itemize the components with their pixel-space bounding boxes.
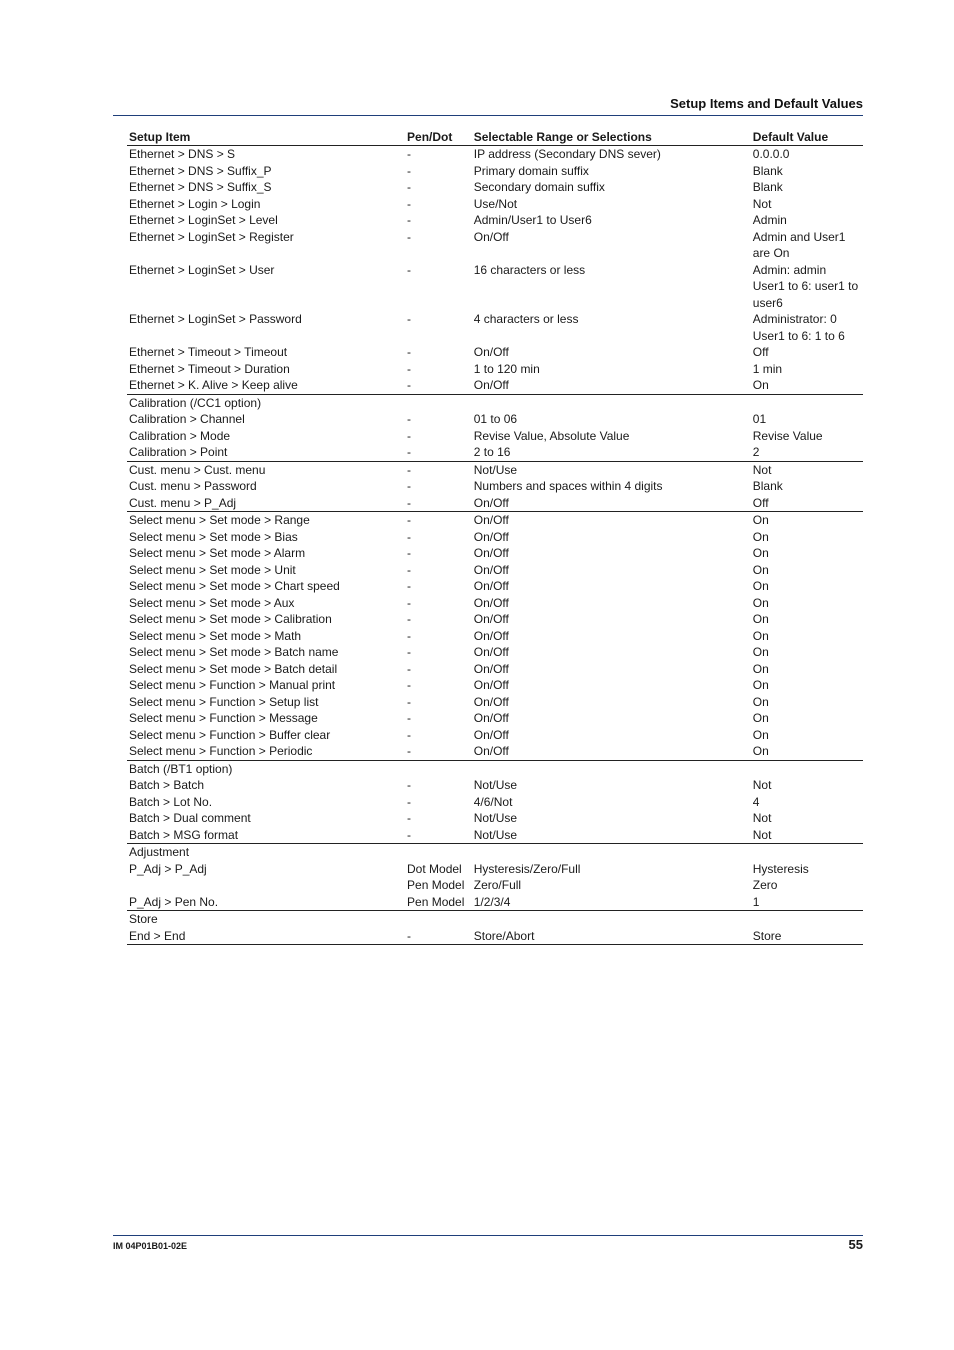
cell-default-value: On xyxy=(752,579,769,593)
cell-pen-dot: - xyxy=(407,811,412,825)
cell-pen-dot: - xyxy=(407,711,412,725)
cell-pen-dot: - xyxy=(407,479,412,493)
cell-setup-item: Cust. menu > Password xyxy=(129,479,257,493)
cell-setup-item: Ethernet > LoginSet > User xyxy=(129,262,275,277)
cell-setup-item: Batch > Dual comment xyxy=(129,811,251,825)
cell-range: On/Off xyxy=(473,595,509,610)
table-row xyxy=(127,229,863,262)
cell-setup-item: Batch > MSG format xyxy=(127,827,405,844)
cell-setup-item: Select menu > Set mode > Chart speed xyxy=(129,579,340,593)
cell-setup-item: Calibration (/CC1 option) xyxy=(129,395,262,410)
cell-range: 16 characters or less xyxy=(473,262,586,277)
cell-setup-item: Batch > Lot No. xyxy=(129,794,213,809)
table-row xyxy=(127,529,863,546)
table-row xyxy=(127,628,863,645)
table-row xyxy=(127,212,863,229)
table-row xyxy=(127,760,863,777)
cell-range: On/Off xyxy=(472,495,751,512)
cell-range: On/Off xyxy=(473,661,509,676)
cell-pen-dot: - xyxy=(405,377,472,394)
cell-pen-dot: - xyxy=(405,743,472,760)
cell-default-value: On xyxy=(752,529,769,544)
cell-default-value xyxy=(751,844,863,861)
table-header-row xyxy=(127,127,863,146)
cell-setup-item: Select menu > Set mode > Range xyxy=(129,513,310,527)
cell-default-value: Not xyxy=(751,827,863,844)
cell-pen-dot: - xyxy=(407,163,412,178)
cell-range: Not/Use xyxy=(473,778,518,792)
cell-setup-item: Batch (/BT1 option) xyxy=(129,761,233,776)
cell-default-value: On xyxy=(752,678,769,692)
cell-range: On/Off xyxy=(473,562,509,577)
cell-pen-dot: - xyxy=(407,794,412,809)
cell-default-value: Blank xyxy=(752,479,783,493)
cell-range: Secondary domain suffix xyxy=(473,180,605,194)
cell-setup-item: Calibration > Point xyxy=(127,444,405,461)
cell-range: On/Off xyxy=(473,513,509,527)
cell-setup-item: Ethernet > DNS > Suffix_S xyxy=(129,180,272,194)
cell-pen-dot: - xyxy=(407,595,412,610)
column-header-range: Selectable Range or Selections xyxy=(472,127,751,146)
table-row xyxy=(127,461,863,478)
cell-default-value: 1 xyxy=(751,894,863,911)
cell-default-value: Zero xyxy=(752,878,778,892)
cell-range: On/Off xyxy=(473,546,509,560)
table-row xyxy=(127,444,863,461)
cell-pen-dot: - xyxy=(407,513,412,527)
table-row xyxy=(127,262,863,312)
cell-default-value: On xyxy=(752,711,769,725)
cell-range: On/Off xyxy=(473,345,509,359)
setup-items-table xyxy=(127,127,863,945)
cell-pen-dot: - xyxy=(407,727,412,742)
table-row xyxy=(127,428,863,445)
cell-default-value: Admin xyxy=(752,213,787,227)
cell-setup-item: Ethernet > Login > Login xyxy=(129,196,261,211)
page-header xyxy=(113,95,863,116)
section-title: Setup Items and Default Values xyxy=(670,96,863,111)
table-row xyxy=(127,545,863,562)
cell-range: Not/Use xyxy=(472,827,751,844)
table-row xyxy=(127,694,863,711)
cell-pen-dot: - xyxy=(405,495,472,512)
cell-setup-item: Calibration > Mode xyxy=(129,428,231,443)
table-row xyxy=(127,911,863,928)
cell-setup-item: P_Adj > Pen No. xyxy=(127,894,405,911)
cell-setup-item: Ethernet > Timeout > Timeout xyxy=(129,345,288,359)
cell-range: 1 to 120 min xyxy=(473,361,540,376)
cell-default-value: On xyxy=(752,513,769,527)
column-header-default-value: Default Value xyxy=(751,127,863,146)
cell-setup-item xyxy=(127,877,405,894)
table-row xyxy=(127,179,863,196)
cell-setup-item: Ethernet > DNS > S xyxy=(129,147,236,161)
table-row xyxy=(127,827,863,844)
cell-setup-item: P_Adj > P_Adj xyxy=(129,861,207,876)
table-row xyxy=(127,794,863,811)
cell-setup-item: End > End xyxy=(127,928,405,945)
cell-default-value: Hysteresis xyxy=(752,861,809,876)
cell-default-value: On xyxy=(752,546,769,560)
cell-default-value: 1 min xyxy=(752,361,783,376)
cell-setup-item: Select menu > Function > Message xyxy=(129,711,318,725)
cell-pen-dot: - xyxy=(407,428,412,443)
table-row xyxy=(127,928,863,945)
cell-pen-dot xyxy=(405,394,472,411)
cell-pen-dot: - xyxy=(407,612,412,626)
cell-pen-dot: - xyxy=(407,229,412,244)
cell-pen-dot: - xyxy=(407,180,412,194)
cell-default-value: Not xyxy=(752,196,772,211)
cell-pen-dot: Pen Model xyxy=(405,894,472,911)
cell-setup-item: Cust. menu > Cust. menu xyxy=(129,462,266,477)
table-row xyxy=(127,562,863,579)
cell-pen-dot: - xyxy=(407,312,412,326)
cell-setup-item: Batch > Batch xyxy=(129,778,205,792)
cell-pen-dot: - xyxy=(407,562,412,577)
cell-default-value: Off xyxy=(752,345,769,359)
cell-setup-item: Cust. menu > P_Adj xyxy=(127,495,405,512)
cell-setup-item: Ethernet > LoginSet > Register xyxy=(129,229,294,244)
table-row xyxy=(127,861,863,878)
table-row xyxy=(127,311,863,344)
cell-default-value: On xyxy=(751,743,863,760)
column-header-setup-item: Setup Item xyxy=(127,127,405,146)
cell-default-value: Admin: admin User1 to 6: user1 to user6 xyxy=(752,262,859,310)
table-row xyxy=(127,644,863,661)
cell-setup-item: Select menu > Set mode > Unit xyxy=(129,562,296,577)
cell-default-value: Revise Value xyxy=(752,428,823,443)
table-row xyxy=(127,777,863,794)
cell-setup-item: Ethernet > K. Alive > Keep alive xyxy=(127,377,405,394)
cell-setup-item: Select menu > Set mode > Batch name xyxy=(129,645,339,659)
cell-range: Store/Abort xyxy=(472,928,751,945)
cell-range: On/Off xyxy=(473,727,509,742)
cell-default-value: Blank xyxy=(752,180,783,194)
table-row xyxy=(127,710,863,727)
page-footer xyxy=(113,1235,863,1256)
cell-pen-dot: - xyxy=(407,361,412,376)
document-id: IM 04P01B01-02E xyxy=(113,1241,188,1251)
cell-range: Admin/User1 to User6 xyxy=(473,213,592,227)
cell-default-value: 4 xyxy=(752,794,760,809)
cell-range: On/Off xyxy=(473,612,509,626)
page-number: 55 xyxy=(848,1237,863,1252)
cell-pen-dot: - xyxy=(407,345,412,359)
table-row xyxy=(127,377,863,394)
cell-range: 4 characters or less xyxy=(473,312,579,326)
table-row xyxy=(127,478,863,495)
table-row xyxy=(127,146,863,163)
cell-pen-dot xyxy=(405,760,472,777)
cell-setup-item: Calibration > Channel xyxy=(129,412,245,426)
cell-range: On/Off xyxy=(472,377,751,394)
cell-pen-dot: - xyxy=(407,462,412,477)
table-row xyxy=(127,163,863,180)
cell-pen-dot: - xyxy=(405,928,472,945)
cell-pen-dot: - xyxy=(407,147,412,161)
cell-pen-dot: - xyxy=(407,262,412,277)
table-row xyxy=(127,877,863,894)
cell-range: On/Off xyxy=(473,678,509,692)
table-row xyxy=(127,661,863,678)
cell-default-value: Not xyxy=(752,462,772,477)
cell-range: On/Off xyxy=(473,229,509,244)
cell-range: IP address (Secondary DNS sever) xyxy=(473,147,661,161)
table-row xyxy=(127,611,863,628)
cell-setup-item: Select menu > Function > Manual print xyxy=(129,678,336,692)
cell-default-value: Blank xyxy=(752,163,783,178)
cell-setup-item: Select menu > Function > Buffer clear xyxy=(129,727,331,742)
cell-pen-dot: - xyxy=(405,827,472,844)
cell-default-value: On xyxy=(752,628,769,643)
table-row xyxy=(127,810,863,827)
cell-range: On/Off xyxy=(473,628,509,643)
cell-range xyxy=(472,911,751,928)
cell-setup-item: Select menu > Function > Periodic xyxy=(127,743,405,760)
cell-setup-item: Ethernet > Timeout > Duration xyxy=(129,361,290,376)
table-row xyxy=(127,844,863,861)
cell-default-value: Admin and User1 are On xyxy=(752,229,846,260)
cell-setup-item: Select menu > Set mode > Math xyxy=(129,628,302,643)
cell-range: On/Off xyxy=(473,579,509,593)
cell-pen-dot: - xyxy=(407,778,412,792)
cell-range: On/Off xyxy=(472,743,751,760)
cell-range: 4/6/Not xyxy=(473,794,513,809)
cell-range: On/Off xyxy=(473,645,509,659)
cell-pen-dot: - xyxy=(407,645,412,659)
cell-default-value: Not xyxy=(752,811,772,825)
cell-range: 01 to 06 xyxy=(473,412,518,426)
cell-setup-item: Store xyxy=(129,912,158,926)
cell-default-value xyxy=(751,394,863,411)
table-row xyxy=(127,677,863,694)
table-row xyxy=(127,894,863,911)
column-header-pen-dot: Pen/Dot xyxy=(405,127,472,146)
cell-default-value: Store xyxy=(751,928,863,945)
cell-pen-dot: - xyxy=(407,678,412,692)
cell-setup-item: Select menu > Set mode > Batch detail xyxy=(129,661,338,676)
cell-pen-dot: - xyxy=(407,628,412,643)
cell-range: Not/Use xyxy=(473,811,518,825)
cell-default-value: 01 xyxy=(752,412,767,426)
table-row xyxy=(127,361,863,378)
cell-default-value: On xyxy=(752,661,769,676)
table-row xyxy=(127,411,863,428)
cell-default-value: 0.0.0.0 xyxy=(752,147,790,161)
cell-default-value xyxy=(751,760,863,777)
cell-setup-item: Adjustment xyxy=(129,845,190,859)
cell-pen-dot: - xyxy=(407,579,412,593)
table-row xyxy=(127,743,863,760)
cell-default-value: On xyxy=(752,562,769,577)
cell-pen-dot xyxy=(405,844,472,861)
cell-range: Use/Not xyxy=(473,196,518,211)
cell-range: On/Off xyxy=(473,529,509,544)
cell-default-value: On xyxy=(752,595,769,610)
cell-default-value: 2 xyxy=(751,444,863,461)
cell-pen-dot: - xyxy=(407,412,412,426)
cell-setup-item: Select menu > Set mode > Aux xyxy=(129,595,295,610)
cell-pen-dot: - xyxy=(407,196,412,211)
cell-setup-item: Select menu > Set mode > Bias xyxy=(129,529,298,544)
table-row xyxy=(127,578,863,595)
cell-range xyxy=(472,760,751,777)
table-row xyxy=(127,512,863,529)
cell-setup-item: Select menu > Set mode > Calibration xyxy=(129,612,332,626)
cell-range xyxy=(472,394,751,411)
table-row xyxy=(127,196,863,213)
cell-default-value: On xyxy=(752,645,769,659)
cell-range: On/Off xyxy=(473,694,509,709)
cell-pen-dot: Dot Model xyxy=(407,861,462,876)
cell-setup-item: Select menu > Set mode > Alarm xyxy=(129,546,306,560)
table-row xyxy=(127,727,863,744)
cell-pen-dot: - xyxy=(407,213,412,227)
cell-default-value xyxy=(751,911,863,928)
cell-setup-item: Ethernet > LoginSet > Password xyxy=(129,312,302,326)
cell-default-value: On xyxy=(752,727,769,742)
cell-setup-item: Ethernet > DNS > Suffix_P xyxy=(129,163,272,178)
cell-range: On/Off xyxy=(473,711,509,725)
cell-pen-dot xyxy=(405,911,472,928)
cell-range: Not/Use xyxy=(473,462,518,477)
cell-default-value: On xyxy=(752,694,769,709)
cell-setup-item: Ethernet > LoginSet > Level xyxy=(129,213,278,227)
table-row xyxy=(127,595,863,612)
cell-range xyxy=(472,844,751,861)
table-row xyxy=(127,394,863,411)
cell-pen-dot: Pen Model xyxy=(407,878,465,892)
cell-pen-dot: - xyxy=(405,444,472,461)
cell-range: Revise Value, Absolute Value xyxy=(473,428,630,443)
table-row xyxy=(127,344,863,361)
cell-range: 1/2/3/4 xyxy=(472,894,751,911)
table-row xyxy=(127,495,863,512)
cell-default-value: On xyxy=(751,377,863,394)
cell-default-value: On xyxy=(752,612,769,626)
cell-pen-dot: - xyxy=(407,694,412,709)
cell-setup-item: Select menu > Function > Setup list xyxy=(129,694,319,709)
cell-range: Hysteresis/Zero/Full xyxy=(473,861,581,876)
cell-default-value: Not xyxy=(752,778,772,792)
cell-pen-dot: - xyxy=(407,661,412,676)
cell-range: Numbers and spaces within 4 digits xyxy=(473,479,663,493)
cell-default-value: Off xyxy=(751,495,863,512)
cell-pen-dot: - xyxy=(407,546,412,560)
cell-default-value: Administrator: 0 User1 to 6: 1 to 6 xyxy=(752,312,845,343)
cell-range: Primary domain suffix xyxy=(473,163,589,178)
table-body xyxy=(127,146,863,945)
cell-range: Zero/Full xyxy=(473,878,522,892)
cell-range: 2 to 16 xyxy=(472,444,751,461)
cell-pen-dot: - xyxy=(407,529,412,544)
